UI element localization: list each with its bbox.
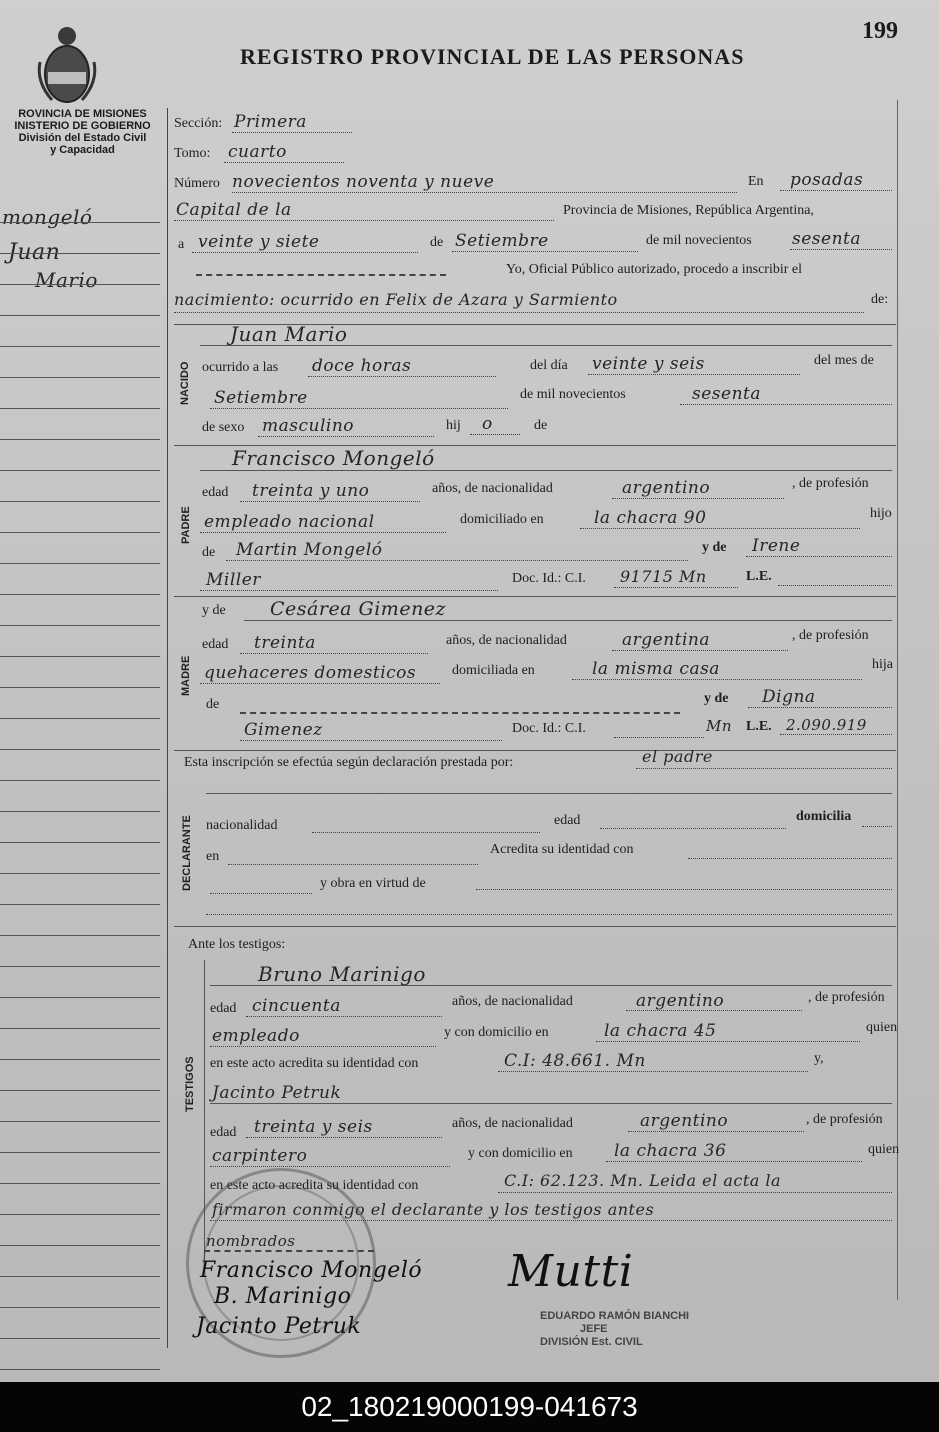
- margin-rule: [0, 656, 160, 657]
- margin-rule: [0, 408, 160, 409]
- fecha-dia-line: [192, 252, 418, 253]
- nac-mil-label: de mil novecientos: [520, 387, 626, 402]
- madre-edad: treinta: [254, 633, 316, 653]
- testigo1-nombre-line: [210, 985, 892, 986]
- form-right-border: [897, 100, 898, 1300]
- declarante-obra-label: y obra en virtud de: [320, 876, 426, 891]
- margin-rule: [0, 1276, 160, 1277]
- declarante-domicilia-label: domicilia: [796, 809, 852, 824]
- testigo1-y: y,: [814, 1051, 824, 1066]
- madre-dom-label: domiciliada en: [452, 663, 535, 678]
- padre-dom-line: [580, 528, 860, 529]
- declarante-obra-line: [476, 889, 892, 890]
- authority-line-3: División del Estado Civil: [18, 132, 147, 144]
- numero-label: Número: [174, 176, 220, 191]
- capital-value: Capital de la: [176, 200, 292, 220]
- padre-prof-line: [200, 532, 446, 533]
- padre-de-label: de: [202, 545, 216, 560]
- sello-linea-2: JEFE: [580, 1323, 608, 1335]
- testigo1-edad: cincuenta: [252, 996, 341, 1016]
- padre-section-label: PADRE: [180, 506, 192, 544]
- padre-prof: empleado nacional: [204, 512, 375, 532]
- testigo2-edad-label: edad: [210, 1125, 237, 1140]
- testigo1-dom-label: y con domicilio en: [444, 1025, 549, 1040]
- margin-rule: [0, 253, 160, 254]
- padre-madre-2: Miller: [206, 570, 261, 590]
- nac-dia-line: [588, 374, 800, 375]
- nac-dia-value: veinte y seis: [592, 354, 705, 374]
- fecha-de-label: de: [430, 235, 444, 250]
- margin-rule: [0, 842, 160, 843]
- padre-nac: argentino: [622, 478, 711, 498]
- testigo2-prof-label: , de profesión: [806, 1112, 883, 1127]
- nacido-section-label: NACIDO: [179, 361, 191, 405]
- madre-dom: la misma casa: [592, 659, 720, 679]
- margin-rule: [0, 1307, 160, 1308]
- testigo2-dom: la chacra 36: [614, 1141, 727, 1161]
- margin-rule: [0, 1338, 160, 1339]
- margin-rule: [0, 315, 160, 316]
- testigos-ante-label: Ante los testigos:: [188, 937, 286, 952]
- declarante-nac-label: nacionalidad: [206, 818, 278, 833]
- form-left-border: [167, 108, 168, 1348]
- page-title: REGISTRO PROVINCIAL DE LAS PERSONAS: [240, 44, 745, 69]
- testigo1-doc: C.I: 48.661. Mn: [504, 1051, 646, 1071]
- sello-linea-3: DIVISIÓN Est. CIVIL: [540, 1336, 643, 1348]
- testigo1-prof: empleado: [212, 1026, 300, 1046]
- margin-rule: [0, 687, 160, 688]
- declarante-section-label: DECLARANTE: [181, 815, 193, 891]
- testigo2-nac-label: años, de nacionalidad: [452, 1116, 573, 1131]
- madre-prof-label: , de profesión: [792, 628, 869, 643]
- margin-rule: [0, 284, 160, 285]
- testigo2-edad-line: [246, 1137, 442, 1138]
- madre-hija-label: hija: [872, 657, 893, 672]
- madre-madre: Digna: [762, 687, 816, 707]
- madre-madre-2-line: [240, 740, 502, 741]
- testigo1-dom-line: [596, 1041, 860, 1042]
- margin-rule: [0, 1059, 160, 1060]
- margin-rule: [0, 718, 160, 719]
- fecha-a-label: a: [178, 237, 185, 252]
- seccion-value: Primera: [234, 112, 307, 132]
- del-dia-label: del día: [530, 358, 568, 373]
- padre-nac-label: años, de nacionalidad: [432, 481, 553, 496]
- testigo1-edad-line: [246, 1016, 442, 1017]
- padre-y-de-label: y de: [702, 540, 727, 555]
- firma-oficial: Mutti: [508, 1246, 634, 1297]
- margin-rule: [0, 1183, 160, 1184]
- testigo2-nac: argentino: [640, 1111, 729, 1131]
- testigo1-acredita-label: en este acto acredita su identidad con: [210, 1056, 419, 1071]
- padre-edad-line: [240, 501, 420, 502]
- testigo2-acredita-label: en este acto acredita su identidad con: [210, 1178, 419, 1193]
- margin-rule: [0, 780, 160, 781]
- margin-rule: [0, 222, 160, 223]
- madre-dom-line: [572, 679, 862, 680]
- madre-nac: argentina: [622, 630, 711, 650]
- margin-rule: [0, 997, 160, 998]
- margin-rule: [0, 1028, 160, 1029]
- testigo1-quien: quien: [866, 1020, 898, 1035]
- seccion-label: Sección:: [174, 116, 223, 131]
- margin-rule: [0, 935, 160, 936]
- cierre-linea-2: nombrados: [206, 1232, 296, 1250]
- testigo2-dom-line: [606, 1161, 862, 1162]
- madre-prof: quehaceres domesticos: [204, 663, 417, 683]
- declarante-edad-line: [600, 828, 786, 829]
- provincia-text: Provincia de Misiones, República Argentina,: [563, 203, 814, 218]
- acto-de-label: de:: [871, 292, 889, 307]
- margin-rule: [0, 1152, 160, 1153]
- nac-mes-value: Setiembre: [214, 388, 308, 408]
- padre-nombre-line: [200, 470, 892, 471]
- madre-y-de-label: y de: [202, 603, 226, 618]
- sello-oficial: [540, 1310, 689, 1349]
- testigo2-nombre: Jacinto Petruk: [212, 1083, 342, 1103]
- margin-rule: [0, 563, 160, 564]
- hora-value: doce horas: [312, 356, 412, 376]
- testigo2-edad: treinta y seis: [254, 1117, 373, 1137]
- testigo1-doc-line: [498, 1071, 808, 1072]
- madre-prof-line: [200, 683, 440, 684]
- en-line: [780, 190, 892, 191]
- ocurrido-label: ocurrido a las: [202, 360, 279, 375]
- testigo2-doc: C.I: 62.123. Mn. Leida el acta la: [504, 1171, 782, 1190]
- testigo2-doc-line: [498, 1192, 892, 1193]
- margin-name-2: Mario: [35, 268, 98, 292]
- madre-nac-label: años, de nacionalidad: [446, 633, 567, 648]
- madre-doc-line: [614, 737, 704, 738]
- testigo1-nombre: Bruno Marinigo: [258, 962, 426, 986]
- margin-rule: [0, 1090, 160, 1091]
- padre-edad: treinta y uno: [252, 481, 370, 501]
- testigos-section-label: TESTIGOS: [184, 1056, 196, 1112]
- testigo1-dom: la chacra 45: [604, 1021, 717, 1041]
- sello-linea-1: EDUARDO RAMÓN BIANCHI: [540, 1310, 690, 1322]
- margin-rule: [0, 470, 160, 471]
- padre-madre-line: [746, 556, 892, 557]
- nacido-nombre: Juan Mario: [230, 322, 348, 346]
- madre-madre-2: Gimenez: [244, 720, 323, 740]
- fecha-anio-line: [790, 249, 892, 250]
- madre-section-label: MADRE: [180, 655, 192, 696]
- capital-line: [174, 220, 554, 221]
- sexo-line: [258, 436, 434, 437]
- padre-doc: 91715 Mn: [620, 567, 707, 586]
- margin-rule: [0, 749, 160, 750]
- footer-code: 02_180219000199-041673: [0, 1382, 939, 1432]
- sexo-label: de sexo: [202, 420, 245, 435]
- margin-rule: [0, 966, 160, 967]
- madre-nombre: Cesárea Gimenez: [270, 598, 447, 620]
- en-label: En: [748, 174, 764, 189]
- declarante-obra-pre-line: [210, 893, 312, 894]
- firma-testigo1: B. Marinigo: [214, 1284, 352, 1309]
- padre-nac-line: [612, 498, 784, 499]
- nacido-nombre-line: [200, 345, 892, 346]
- testigo1-nac: argentino: [636, 991, 725, 1011]
- madre-de-label: de: [206, 697, 220, 712]
- padre-madre: Irene: [752, 536, 801, 556]
- madre-y-de-2: y de: [704, 691, 729, 706]
- fecha-mil-label: de mil novecientos: [646, 233, 752, 248]
- fecha-dia: veinte y siete: [198, 232, 320, 252]
- madre-mn: Mn: [706, 717, 733, 735]
- margin-rule: [0, 594, 160, 595]
- declarante-en-label: en: [206, 849, 220, 864]
- padre-prof-label: , de profesión: [792, 476, 869, 491]
- margin-rule: [0, 439, 160, 440]
- fecha-mes-line: [452, 251, 638, 252]
- testigo2-nac-line: [628, 1131, 804, 1132]
- testigo2-nombre-line: [210, 1103, 892, 1104]
- nac-anio-value: sesenta: [692, 384, 761, 404]
- tomo-label: Tomo:: [174, 146, 211, 161]
- madre-le-line: [780, 734, 892, 735]
- margin-rule: [0, 377, 160, 378]
- del-mes-label: del mes de: [814, 353, 874, 368]
- declarante-en-line: [228, 864, 478, 865]
- numero-line: [232, 192, 737, 193]
- nac-mes-line: [210, 408, 508, 409]
- testigo1-prof-line: [210, 1046, 436, 1047]
- testigo1-edad-label: edad: [210, 1001, 237, 1016]
- madre-edad-label: edad: [202, 637, 229, 652]
- padre-dom-label: domiciliado en: [460, 512, 544, 527]
- padre-dom: la chacra 90: [594, 508, 707, 528]
- margin-rule: [0, 873, 160, 874]
- testigo2-prof: carpintero: [212, 1146, 308, 1166]
- hij-line: [470, 434, 520, 435]
- testigo2-dom-label: y con domicilio en: [468, 1146, 573, 1161]
- margin-rule: [0, 1121, 160, 1122]
- testigo1-nac-line: [626, 1010, 802, 1011]
- tomo-line: [224, 162, 344, 163]
- declarante-domicilia-line: [862, 826, 892, 827]
- declaracion-value: el padre: [642, 747, 713, 766]
- authority-line-1: ROVINCIA DE MISIONES: [18, 108, 147, 120]
- authority-header: [0, 108, 165, 156]
- fecha-mes: Setiembre: [455, 231, 549, 251]
- authority-line-4: y Capacidad: [50, 144, 115, 156]
- padre-doc-label: Doc. Id.: C.I.: [512, 571, 586, 586]
- page-number: 199: [862, 18, 898, 44]
- madre-doc-label: Doc. Id.: C.I.: [512, 721, 586, 736]
- margin-rule: [0, 1369, 160, 1370]
- authority-line-2: INISTERIO DE GOBIERNO: [14, 120, 151, 132]
- padre-hijo-label: hijo: [870, 506, 892, 521]
- acto-line: [174, 312, 864, 313]
- fecha-anio: sesenta: [792, 229, 861, 249]
- madre-madre-line: [748, 707, 892, 708]
- madre-edad-line: [240, 653, 428, 654]
- coat-of-arms-icon: [32, 22, 102, 115]
- declaracion-text: Esta inscripción se efectúa según declaración prestada por:: [184, 755, 514, 770]
- declarante-nombre-line: [206, 793, 892, 794]
- numero-value: novecientos noventa y nueve: [232, 172, 495, 192]
- margin-rule: [0, 625, 160, 626]
- declaracion-line: [636, 768, 892, 769]
- padre-padre: Martin Mongeló: [236, 540, 383, 560]
- en-value: posadas: [790, 170, 864, 190]
- hij-label: hij: [446, 418, 461, 433]
- declarante-acredita-label: Acredita su identidad con: [490, 842, 634, 857]
- padre-padre-line: [226, 560, 688, 561]
- testigo1-nac-label: años, de nacionalidad: [452, 994, 573, 1009]
- cierre-linea-1: firmaron conmigo el declarante y los testigos antes: [212, 1200, 655, 1219]
- declarante-extra-line: [206, 914, 892, 915]
- madre-nac-line: [612, 650, 788, 651]
- sexo-value: masculino: [262, 416, 355, 436]
- margin-rule: [0, 904, 160, 905]
- declarante-acredita-line: [688, 858, 892, 859]
- hij-value: o: [482, 414, 493, 434]
- firma-testigo2: Jacinto Petruk: [196, 1314, 362, 1339]
- testigo2-prof-line: [210, 1166, 450, 1167]
- firma-declarante: Francisco Mongeló: [200, 1258, 423, 1283]
- intro-blank-line: [196, 274, 446, 276]
- madre-blank-line: [240, 712, 680, 714]
- padre-edad-label: edad: [202, 485, 229, 500]
- testigo2-quien: quien: [868, 1142, 900, 1157]
- nac-anio-line: [680, 404, 892, 405]
- margin-rule: [0, 346, 160, 347]
- padre-nombre: Francisco Mongeló: [232, 446, 435, 470]
- seccion-line: [232, 132, 352, 133]
- madre-nombre-line: [244, 620, 892, 621]
- margin-rule: [0, 811, 160, 812]
- madre-le-label: L.E.: [746, 719, 772, 734]
- margin-name-1: Juan: [8, 240, 61, 265]
- padre-le-line: [778, 585, 892, 586]
- declarante-edad-label: edad: [554, 813, 581, 828]
- margin-rule: [0, 1245, 160, 1246]
- oficial-text: Yo, Oficial Público autorizado, procedo a inscribir el: [506, 262, 803, 277]
- margin-surname: mongeló: [2, 205, 93, 229]
- padre-doc-line: [614, 587, 738, 588]
- padre-le-label: L.E.: [746, 569, 772, 584]
- declarante-nac-line: [312, 832, 540, 833]
- hora-line: [308, 376, 496, 377]
- margin-rule: [0, 532, 160, 533]
- nacido-de-label: de: [534, 418, 548, 433]
- acto-value: nacimiento: ocurrido en Felix de Azara y Sarmiento: [174, 290, 618, 309]
- tomo-value: cuarto: [228, 142, 287, 162]
- margin-rule: [0, 1214, 160, 1215]
- padre-madre-2-line: [200, 590, 498, 591]
- testigo1-prof-label: , de profesión: [808, 990, 885, 1005]
- margin-rule: [0, 501, 160, 502]
- madre-le-value: 2.090.919: [786, 716, 867, 734]
